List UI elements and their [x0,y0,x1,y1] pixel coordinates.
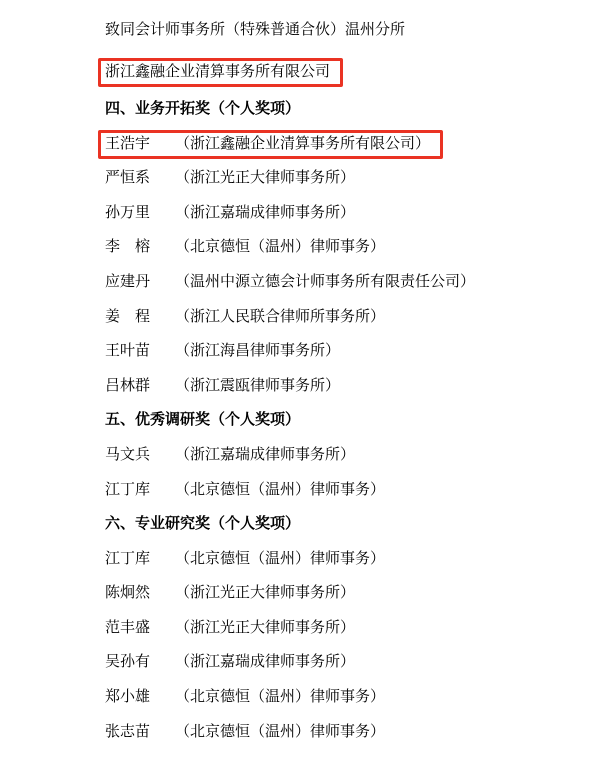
award-entry-row [105,196,603,231]
winner-organization: （浙江光正大律师事务所） [175,619,356,636]
award-entry-row [105,231,603,266]
winner-name: 范丰盛 [105,619,151,636]
winner-name: 严恒系 [105,170,151,187]
winner-organization: （北京德恒（温州）律师事务） [175,550,386,567]
award-entry-row [105,265,603,300]
award-entry-row [105,542,603,577]
winner-organization: （北京德恒（温州）律师事务） [175,723,386,740]
organization-name: 浙江鑫融企业清算事务所有限公司 [105,63,331,80]
highlight-box [98,58,343,87]
winner-organization: （浙江人民联合律师所事务所） [175,308,386,325]
section-heading-text: 六、专业研究奖（个人奖项） [105,516,301,533]
winner-organization: （浙江光正大律师事务所） [175,585,356,602]
winner-name: 马文兵 [105,446,151,463]
winner-name: 吕林群 [105,377,151,394]
winner-name: 姜 程 [105,308,151,325]
winner-organization: （浙江嘉瑞成律师事务所） [175,204,356,221]
section-heading [105,507,603,542]
award-entry-row [105,611,603,646]
award-entry-row [105,680,603,715]
organization-name: 致同会计师事务所（特殊普通合伙）温州分所 [105,22,406,38]
winner-organization: （浙江鑫融企业清算事务所有限公司） [175,135,431,152]
section-heading [105,92,603,127]
organization-row [105,58,343,93]
winner-organization: （北京德恒（温州）律师事务） [175,239,386,256]
winner-organization: （温州中源立德会计师事务所有限责任公司） [175,273,476,290]
award-entry-row [105,127,603,162]
winner-name: 陈炯然 [105,585,151,602]
winner-name: 李 榕 [105,239,151,256]
award-entry-row [105,161,603,196]
winner-name: 王叶苗 [105,343,151,360]
highlight-box [98,130,443,159]
award-entry-row [105,577,603,612]
section-heading-text: 四、业务开拓奖（个人奖项） [105,100,301,117]
award-entry-row [105,334,603,369]
document-content [105,21,603,749]
winner-name: 王浩宇 [105,135,151,152]
winner-name: 应建丹 [105,273,151,290]
winner-organization: （浙江海昌律师事务所） [175,343,341,360]
section-heading [105,404,603,439]
winner-name: 张志苗 [105,723,151,740]
winner-organization: （北京德恒（温州）律师事务） [175,689,386,706]
winner-name: 江丁库 [105,550,151,567]
section-heading-text: 五、优秀调研奖（个人奖项） [105,412,301,429]
award-entry-row [105,715,603,750]
winner-name: 江丁库 [105,481,151,498]
winner-name: 吴孙有 [105,654,151,671]
winner-organization: （浙江嘉瑞成律师事务所） [175,654,356,671]
winner-organization: （浙江嘉瑞成律师事务所） [175,446,356,463]
winner-organization: （浙江震瓯律师事务所） [175,377,341,394]
winner-organization: （浙江光正大律师事务所） [175,170,356,187]
winner-organization: （北京德恒（温州）律师事务） [175,481,386,498]
winner-name: 郑小雄 [105,689,151,706]
award-entry-row [105,646,603,681]
organization-row [105,23,405,58]
award-entry-row [105,473,603,508]
award-entry-row [105,438,603,473]
award-entry-row [105,369,603,404]
award-entry-row [105,300,603,335]
winner-name: 孙万里 [105,204,151,221]
